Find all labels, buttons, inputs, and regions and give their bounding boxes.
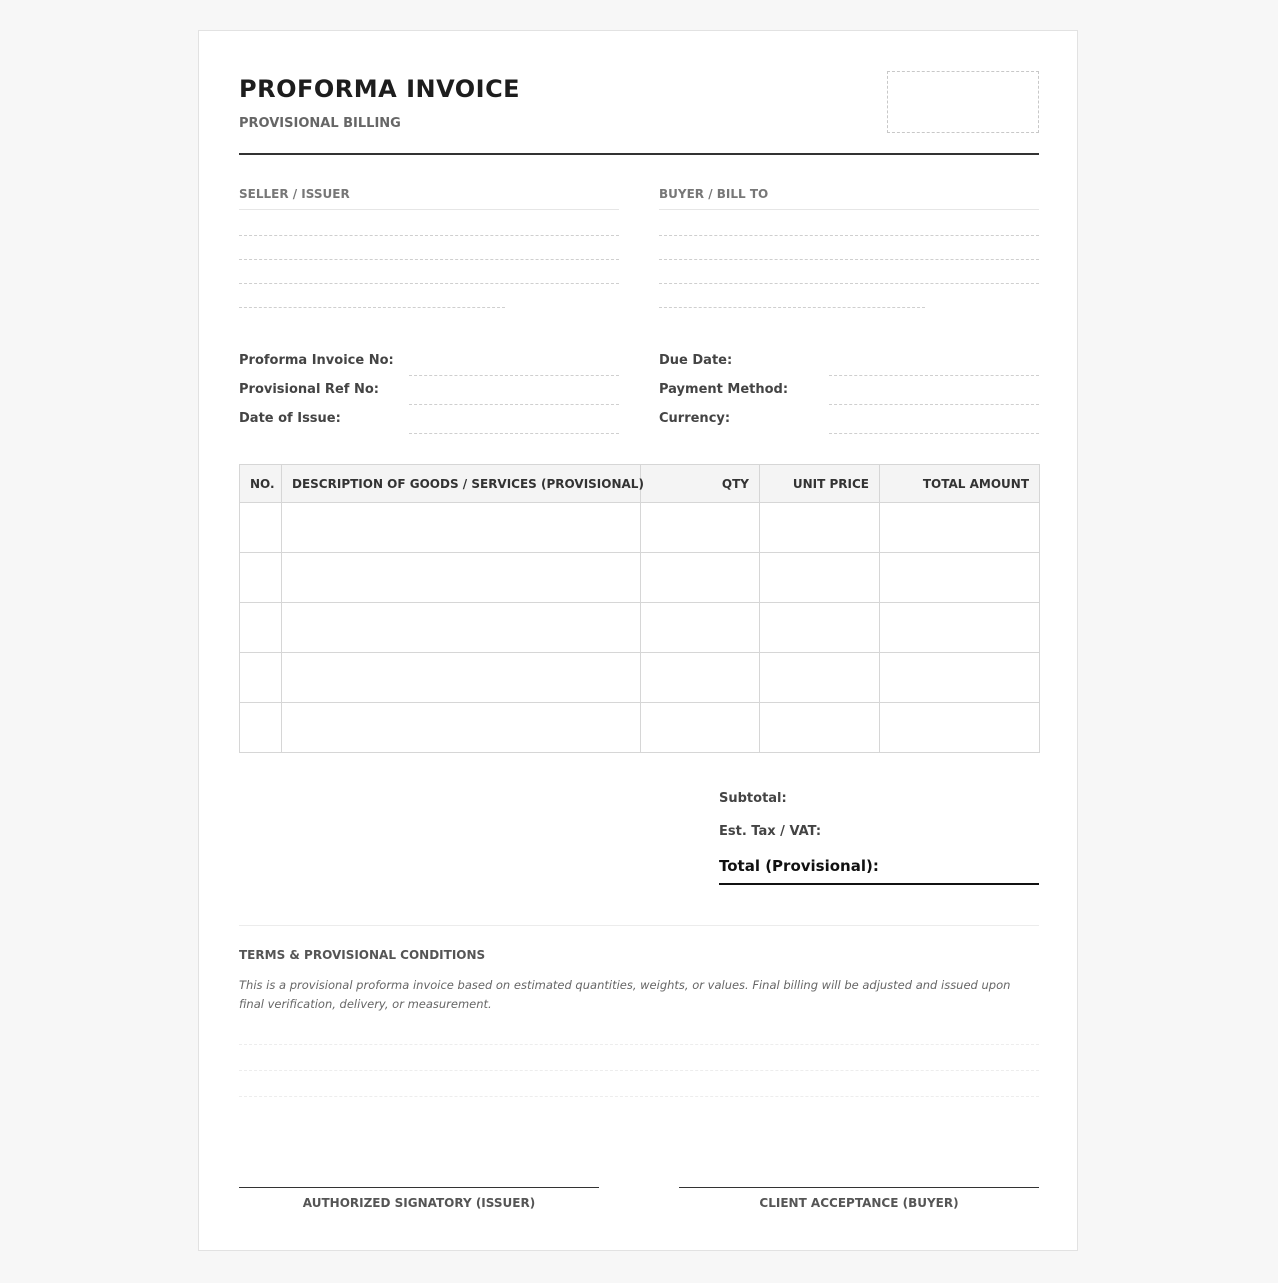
document-subtitle: PROVISIONAL BILLING	[239, 116, 401, 131]
seller-line-2[interactable]	[239, 259, 619, 260]
table-row	[240, 653, 1040, 703]
seller-block	[239, 187, 619, 210]
payment-method-field[interactable]	[829, 404, 1039, 405]
currency-label: Currency:	[659, 411, 731, 426]
col-header-no: NO.	[240, 465, 282, 503]
seller-label: SELLER / ISSUER	[239, 187, 619, 210]
cell-total[interactable]	[880, 503, 1040, 553]
cell-qty[interactable]	[641, 603, 760, 653]
cell-description[interactable]	[282, 703, 641, 753]
buyer-line-1[interactable]	[659, 235, 1039, 236]
cell-unit-price[interactable]	[760, 553, 880, 603]
ref-no-label: Provisional Ref No:	[239, 382, 379, 397]
issue-date-label: Date of Issue:	[239, 411, 341, 426]
issue-date-field[interactable]	[409, 433, 619, 434]
tax-label: Est. Tax / VAT:	[719, 824, 822, 839]
logo-placeholder[interactable]	[887, 71, 1039, 133]
cell-no[interactable]	[240, 503, 282, 553]
total-rule	[719, 883, 1039, 885]
cell-unit-price[interactable]	[760, 603, 880, 653]
table-header-row	[240, 465, 1040, 503]
cell-total[interactable]	[880, 703, 1040, 753]
cell-qty[interactable]	[641, 653, 760, 703]
cell-unit-price[interactable]	[760, 503, 880, 553]
payment-method-label: Payment Method:	[659, 382, 789, 397]
cell-unit-price[interactable]	[760, 703, 880, 753]
cell-total[interactable]	[880, 603, 1040, 653]
buyer-line-3[interactable]	[659, 283, 1039, 284]
cell-description[interactable]	[282, 603, 641, 653]
due-date-label: Due Date:	[659, 353, 733, 368]
buyer-line-2[interactable]	[659, 259, 1039, 260]
terms-note-line-2[interactable]	[239, 1070, 1039, 1071]
invoice-page	[198, 30, 1078, 1251]
cell-qty[interactable]	[641, 553, 760, 603]
invoice-no-label: Proforma Invoice No:	[239, 353, 394, 368]
buyer-label: BUYER / BILL TO	[659, 187, 1039, 210]
cell-description[interactable]	[282, 553, 641, 603]
cell-no[interactable]	[240, 703, 282, 753]
cell-description[interactable]	[282, 653, 641, 703]
cell-no[interactable]	[240, 553, 282, 603]
table-row	[240, 703, 1040, 753]
cell-qty[interactable]	[641, 703, 760, 753]
currency-field[interactable]	[829, 433, 1039, 434]
terms-note-line-3[interactable]	[239, 1096, 1039, 1097]
cell-description[interactable]	[282, 503, 641, 553]
buyer-signature-label: CLIENT ACCEPTANCE (BUYER)	[759, 1196, 959, 1210]
subtotal-label: Subtotal:	[719, 791, 787, 806]
document-title: PROFORMA INVOICE	[239, 75, 521, 103]
seller-line-1[interactable]	[239, 235, 619, 236]
table-row	[240, 553, 1040, 603]
items-table	[239, 464, 1040, 753]
seller-line-3[interactable]	[239, 283, 619, 284]
col-header-total-amount: TOTAL AMOUNT	[880, 465, 1040, 503]
table-row	[240, 503, 1040, 553]
col-header-unit-price: UNIT PRICE	[760, 465, 880, 503]
cell-unit-price[interactable]	[760, 653, 880, 703]
cell-qty[interactable]	[641, 503, 760, 553]
total-label: Total (Provisional):	[719, 857, 879, 875]
invoice-no-field[interactable]	[409, 375, 619, 376]
cell-total[interactable]	[880, 653, 1040, 703]
issuer-signature-line[interactable]	[239, 1187, 599, 1188]
table-row	[240, 603, 1040, 653]
due-date-field[interactable]	[829, 375, 1039, 376]
ref-no-field[interactable]	[409, 404, 619, 405]
terms-title: TERMS & PROVISIONAL CONDITIONS	[239, 948, 486, 962]
buyer-signature-line[interactable]	[679, 1187, 1039, 1188]
cell-no[interactable]	[240, 653, 282, 703]
buyer-line-4[interactable]	[659, 307, 925, 308]
header-divider	[239, 153, 1039, 155]
col-header-description: DESCRIPTION OF GOODS / SERVICES (PROVISIONAL)	[282, 465, 641, 503]
issuer-signature-label: AUTHORIZED SIGNATORY (ISSUER)	[302, 1196, 536, 1210]
cell-no[interactable]	[240, 603, 282, 653]
buyer-block	[659, 187, 1039, 210]
col-header-qty: QTY	[641, 465, 760, 503]
terms-note-line-1[interactable]	[239, 1044, 1039, 1045]
seller-line-4[interactable]	[239, 307, 505, 308]
terms-divider	[239, 925, 1039, 926]
cell-total[interactable]	[880, 553, 1040, 603]
terms-text: This is a provisional proforma invoice based on estimated quantities, weights, or values. Final billing will be adjusted and issued upon final verification, delivery, or measurement.	[239, 978, 1011, 1011]
